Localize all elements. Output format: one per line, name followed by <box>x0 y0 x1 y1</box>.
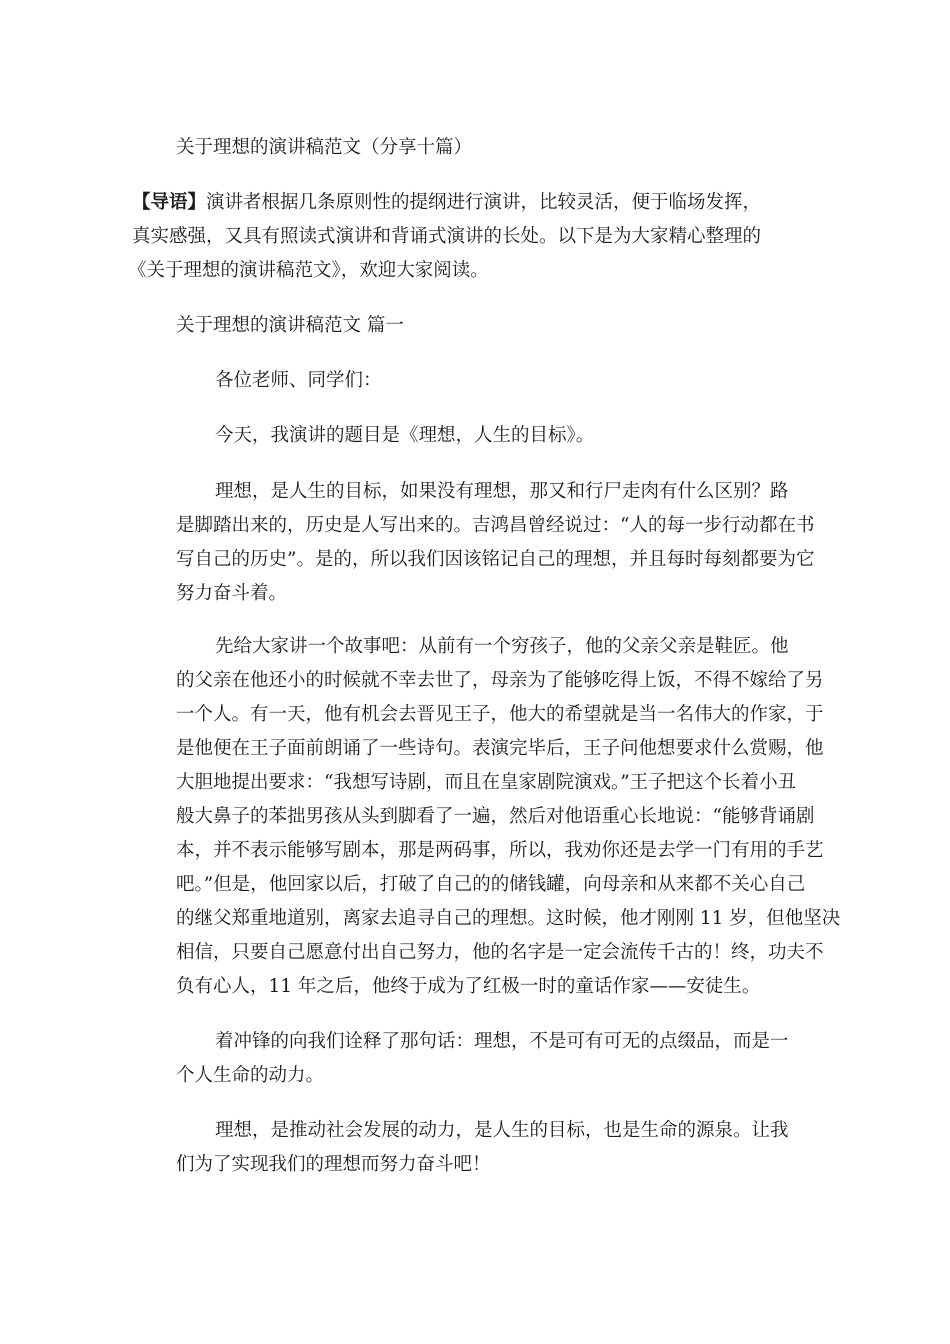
paragraph-line: 先给大家讲一个故事吧：从前有一个穷孩子，他的父亲父亲是鞋匠。他 <box>215 636 789 657</box>
intro-line-1-text: 演讲者根据几条原则性的提纲进行演讲，比较灵活，便于临场发挥， <box>206 192 762 213</box>
intro-line-3: 《关于理想的演讲稿范文》，欢迎大家阅读。 <box>128 260 489 281</box>
greeting: 各位老师、同学们： <box>215 370 382 391</box>
paragraph-line: 们为了实现我们的理想而努力奋斗吧！ <box>176 1154 491 1175</box>
paragraph-line: 一个人。有一天，他有机会去晋见王子，他大的希望就是当一名伟大的作家，于 <box>176 704 824 725</box>
paragraph-line: 理想，是推动社会发展的动力，是人生的目标，也是生命的源泉。让我 <box>215 1120 789 1141</box>
paragraph-line: 相信，只要自己愿意付出自己努力，他的名字是一定会流传千古的！终，功夫不 <box>176 942 824 963</box>
paragraph-line: 个人生命的动力。 <box>176 1065 325 1086</box>
paragraph-line: 写自己的历史”。是的，所以我们因该铭记自己的理想，并且每时每刻都要为它 <box>176 549 815 570</box>
document-title: 关于理想的演讲稿范文（分享十篇） <box>176 137 473 158</box>
paragraph-line: 般大鼻子的苯拙男孩从头到脚看了一遍，然后对他语重心长地说：“能够背诵剧 <box>176 806 815 827</box>
intro-tag: 【导语】 <box>132 192 207 213</box>
opening-line: 今天，我演讲的题目是《理想，人生的目标》。 <box>215 425 595 446</box>
paragraph-line: 努力奋斗着。 <box>176 583 288 604</box>
intro-line-1 <box>132 186 761 220</box>
section-heading: 关于理想的演讲稿范文 篇一 <box>176 315 404 336</box>
paragraph-line: 的继父郑重地道别，离家去追寻自己的理想。这时候，他才刚刚 11 岁，但他坚决 <box>176 908 841 929</box>
paragraph-line: 负有心人，11 年之后，他终于成为了红极一时的童话作家——安徒生。 <box>176 976 761 997</box>
paragraph-line: 着冲锋的向我们诠释了那句话：理想，不是可有可无的点缀品，而是一 <box>215 1031 789 1052</box>
paragraph-line: 本，并不表示能够写剧本，那是两码事，所以，我劝你还是去学一门有用的手艺 <box>176 840 824 861</box>
paragraph-line: 大胆地提出要求：“我想写诗剧，而且在皇家剧院演戏。”王子把这个长着小丑 <box>176 772 797 793</box>
paragraph-line: 是脚踏出来的，历史是人写出来的。吉鸿昌曾经说过：“人的每一步行动都在书 <box>176 515 815 536</box>
intro-line-2: 真实感强，又具有照读式演讲和背诵式演讲的长处。以下是为大家精心整理的 <box>132 226 762 247</box>
paragraph-line: 是他便在王子面前朗诵了一些诗句。表演完毕后，王子问他想要求什么赏赐，他 <box>176 738 824 759</box>
paragraph-line: 的父亲在他还小的时候就不幸去世了，母亲为了能够吃得上饭，不得不嫁给了另 <box>176 670 824 691</box>
paragraph-line: 吧。”但是，他回家以后，打破了自己的的储钱罐，向母亲和从来都不关心自己 <box>176 874 806 895</box>
paragraph-line: 理想，是人生的目标，如果没有理想，那又和行尸走肉有什么区别？路 <box>215 481 789 502</box>
